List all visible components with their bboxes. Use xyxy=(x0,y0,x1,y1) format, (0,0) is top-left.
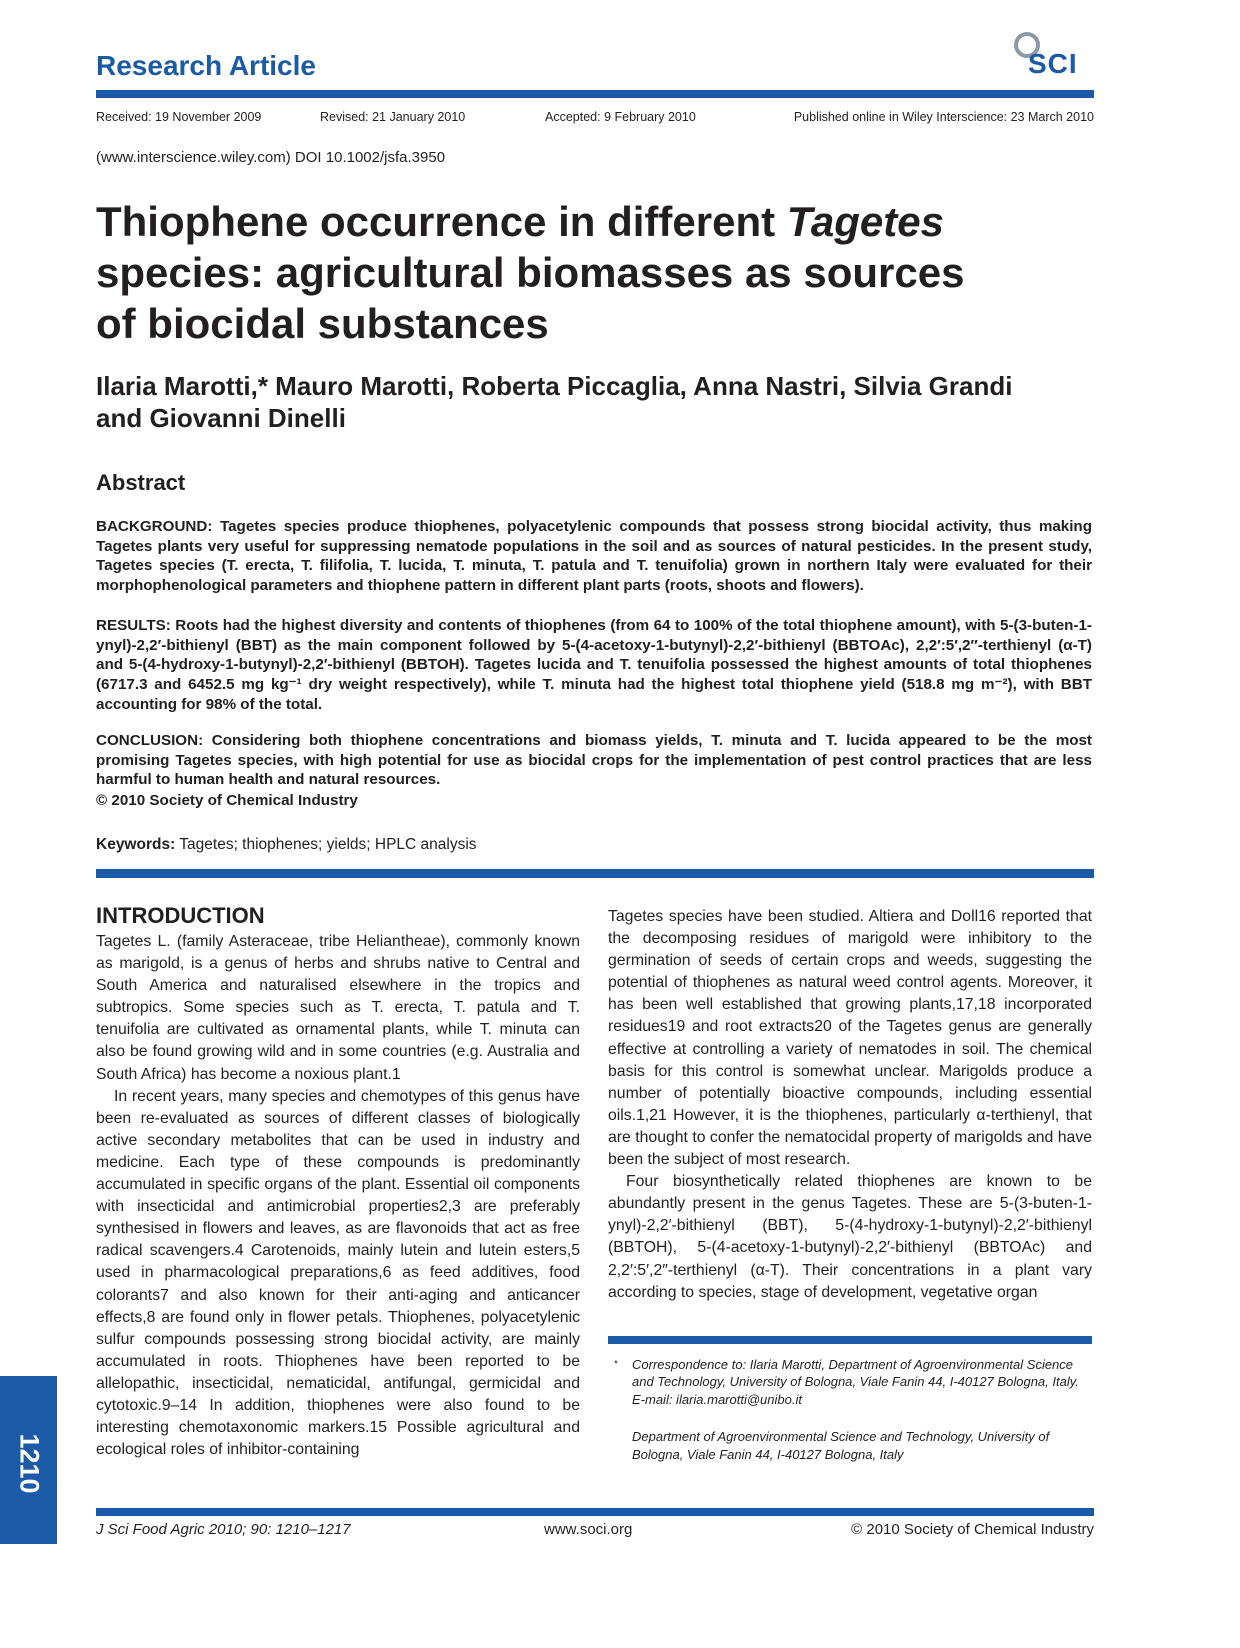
article-title xyxy=(96,196,1096,349)
keywords-label: Keywords: xyxy=(96,836,176,853)
authors-line-1: Ilaria Marotti,* Mauro Marotti, Roberta Piccaglia, Anna Nastri, Silvia Grandi xyxy=(96,371,1013,401)
abstract-heading: Abstract xyxy=(96,470,186,495)
footer-copyright: © 2010 Society of Chemical Industry xyxy=(851,1521,1094,1538)
accepted-date: Accepted: 9 February 2010 xyxy=(545,110,696,124)
title-part-1: Thiophene occurrence in different xyxy=(96,198,787,245)
footnote-rule xyxy=(608,1336,1092,1344)
abstract-rule xyxy=(96,869,1094,878)
abstract-results: RESULTS: Roots had the highest diversity and contents of thiophenes (from 64 to 100% of the total thiophene amount), with 5-(3-buten-1-ynyl)-2,2′-bithienyl (BBT) as the main component followed by 5-(4-acetoxy-1-butynyl)-2,2′-bithienyl (BBTOAc), 2,2′:5′,2″-terthienyl (α-T) and 5-(4-hydroxy-1-butynyl)-2,2′-bithienyl (BBTOH). Tagetes lucida and T. tenuifolia possessed the highest amounts of total thiophenes (6717.3 and 6452.5 mg kg⁻¹ dry weight respectively), while T. minuta had the highest total thiophene yield (518.8 mg m⁻²), with BBT accounting for 98% of the total. xyxy=(96,617,1092,713)
footer-website: www.soci.org xyxy=(544,1521,633,1538)
logo-text: SCI xyxy=(1028,48,1078,79)
authors-line-2: and Giovanni Dinelli xyxy=(96,403,346,433)
intro-paragraph-3: Tagetes species have been studied. Altiera and Doll16 reported that the decomposing residues of marigold were inhibitory to the germination of seeds of certain crops and weeds, suggesting the potential of thiophenes as natural weed control agents. Moreover, it has been well established that growing plants,17,18 incorporated residues19 and root extracts20 of the Tagetes genus are generally effective at controlling a variety of nematodes in soil. The chemical basis for this control is somewhat unclear. Marigolds produce a number of potentially bioactive compounds, including essential oils.1,21 However, it is the thiophenes, particularly α-terthienyl, that are thought to confer the nematocidal property of marigolds and have been the subject of most research. xyxy=(608,908,1092,1169)
received-date: Received: 19 November 2009 xyxy=(96,110,262,124)
header-rule xyxy=(96,90,1094,98)
abstract-copyright: © 2010 Society of Chemical Industry xyxy=(96,792,358,809)
author-list xyxy=(96,370,1096,434)
introduction-heading: INTRODUCTION xyxy=(96,903,265,928)
footer-citation: J Sci Food Agric 2010; 90: 1210–1217 xyxy=(96,1521,351,1538)
intro-paragraph-4: Four biosynthetically related thiophenes are known to be abundantly present in the genus Tagetes. These are 5-(3-buten-1-ynyl)-2,2′-bithienyl (BBT), 5-(4-hydroxy-1-butynyl)-2,2′-bithienyl (BBTOH), 5-(4-acetoxy-1-butynyl)-2,2′-bithienyl (BBTOAc) and 2,2′:5′,2″-terthienyl (α-T). Their concentrations in a plant vary according to species, stage of development, vegetative organ xyxy=(608,1173,1092,1301)
page-number: 1210 xyxy=(14,1433,45,1494)
footnote-mark: * xyxy=(614,1359,618,1370)
revised-date: Revised: 21 January 2010 xyxy=(320,110,466,124)
correspondence-note: Correspondence to: Ilaria Marotti, Department of Agroenvironmental Science and Technology, University of Bologna, Viale Fanin 44, I-40127 Bologna, Italy. E-mail: ilaria.marotti@unibo.it xyxy=(632,1357,1079,1407)
title-part-2: species: agricultural biomasses as sources xyxy=(96,249,965,296)
sci-logo xyxy=(1010,30,1094,80)
affiliation-note: Department of Agroenvironmental Science and Technology, University of Bologna, Viale Fanin 44, I-40127 Bologna, Italy xyxy=(632,1429,1050,1462)
doi-line: (www.interscience.wiley.com) DOI 10.1002/jsfa.3950 xyxy=(96,149,446,166)
body-column-left xyxy=(96,931,580,1461)
title-part-3: of biocidal substances xyxy=(96,300,549,347)
abstract-conclusion: CONCLUSION: Considering both thiophene concentrations and biomass yields, T. minuta and T. lucida appeared to be the most promising Tagetes species, with high potential for use as biocidal crops for the implementation of pest control practices that are less harmful to human health and natural resources. xyxy=(96,732,1092,789)
keywords-value: Tagetes; thiophenes; yields; HPLC analysis xyxy=(179,836,477,853)
body-column-right xyxy=(608,906,1092,1304)
intro-paragraph-2: In recent years, many species and chemotypes of this genus have been re-evaluated as sources of different classes of biologically active secondary metabolites that can be used in industry and medicine. Each type of these compounds is predominantly accumulated in specific organs of the plant. Essential oil components with insecticidal and antimicrobial properties2,3 are preferably synthesised in flowers and leaves, as are flavonoids that act as free radical scavengers.4 Carotenoids, mainly lutein and lutein esters,5 used in pharmacological preparations,6 as feed additives, food colorants7 and also known for their anti-aging and anticancer effects,8 are found only in flower petals. Thiophenes, polyacetylenic sulfur compounds possessing strong biocidal activity, are mainly accumulated in roots. Thiophenes have been reported to be allelopathic, insecticidal, nematicidal, antifungal, germicidal and cytotoxic.9–14 In addition, thiophenes were also found to be interesting chemotaxonomic markers.15 Possible agricultural and ecological roles of inhibitor-containing xyxy=(96,1087,580,1459)
article-type-heading: Research Article xyxy=(96,50,316,81)
title-italic-genus: Tagetes xyxy=(786,198,944,245)
keywords xyxy=(96,836,477,854)
footer-rule xyxy=(96,1508,1094,1516)
published-date: Published online in Wiley Interscience: 23 March 2010 xyxy=(793,110,1094,124)
abstract-background: BACKGROUND: Tagetes species produce thiophenes, polyacetylenic compounds that possess strong biocidal activity, thus making Tagetes plants very useful for suppressing nematode populations in the soil and as sources of natural pesticides. In the present study, Tagetes species (T. erecta, T. filifolia, T. lucida, T. minuta, T. patula and T. tenuifolia) grown in northern Italy were evaluated for their morphophenological parameters and thiophene pattern in different plant parts (roots, shoots and flowers). xyxy=(96,518,1092,595)
intro-paragraph-1: Tagetes L. (family Asteraceae, tribe Heliantheae), commonly known as marigold, is a genus of herbs and shrubs native to Central and South America and naturalised elsewhere in the tropics and subtropics. Some species such as T. erecta, T. patula and T. tenuifolia are cultivated as ornamental plants, while T. minuta can also be found growing wild and in some countries (e.g. Australia and South Africa) has become a noxious plant.1 xyxy=(96,933,580,1083)
footnote xyxy=(608,1356,1092,1463)
